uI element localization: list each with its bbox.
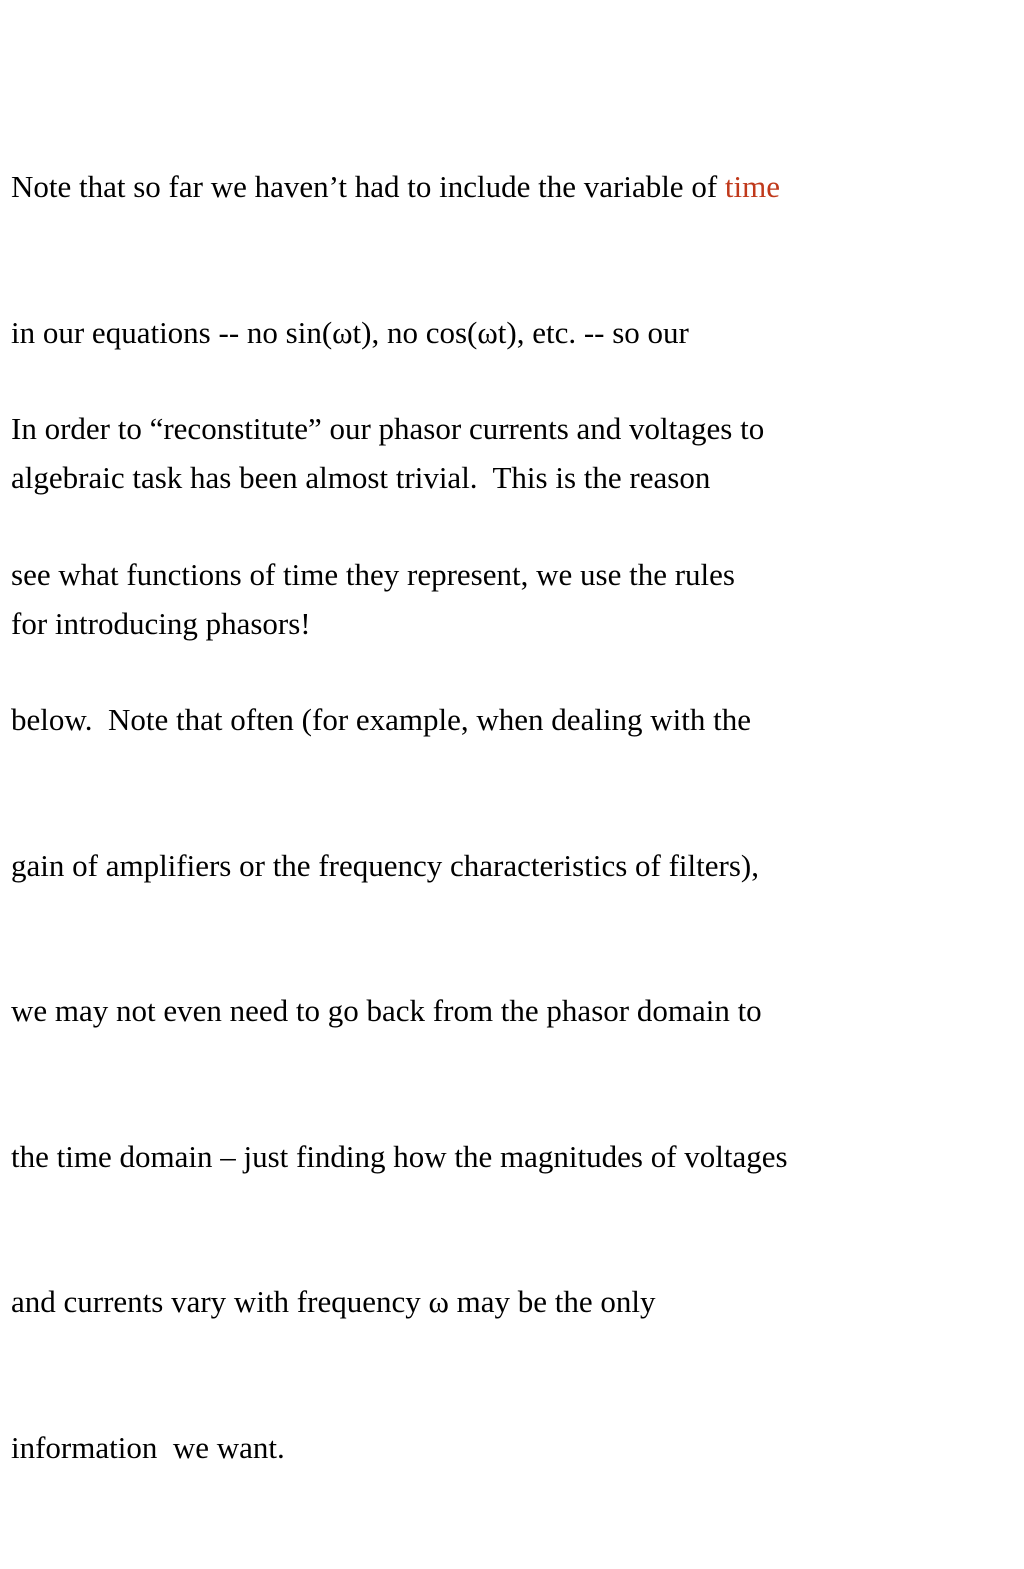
paragraph-reconstitute-line-3: below. Note that often (for example, when dealing with the xyxy=(11,702,752,737)
highlighted-word-time: time xyxy=(724,169,781,204)
paragraph-intro-line-3: algebraic task has been almost trivial. This is the reason xyxy=(11,460,711,495)
line-1-text: Note that so far we haven’t had to include the variable of xyxy=(11,169,725,204)
paragraph-intro-line-4: for introducing phasors! xyxy=(11,605,311,641)
paragraph-reconstitute-line-8: information we want. xyxy=(11,1429,285,1465)
paragraph-reconstitute xyxy=(11,308,788,1569)
paragraph-reconstitute-line-7: and currents vary with frequency ω may be the only xyxy=(11,1284,656,1319)
paragraph-reconstitute-line-6: the time domain – just finding how the magnitudes of voltages xyxy=(11,1138,788,1174)
paragraph-intro-line-1 xyxy=(11,163,780,212)
paragraph-reconstitute-line-1: In order to “reconstitute” our phasor currents and voltages to xyxy=(11,411,765,446)
paragraph-reconstitute-line-4: gain of amplifiers or the frequency characteristics of filters), xyxy=(11,847,759,883)
paragraph-reconstitute-line-2: see what functions of time they represent, we use the rules xyxy=(11,556,735,592)
paragraph-intro-line-2: in our equations -- no sin(ωt), no cos(ωt), etc. -- so our xyxy=(11,314,689,350)
paragraph-reconstitute-line-5: we may not even need to go back from the phasor domain to xyxy=(11,993,762,1028)
